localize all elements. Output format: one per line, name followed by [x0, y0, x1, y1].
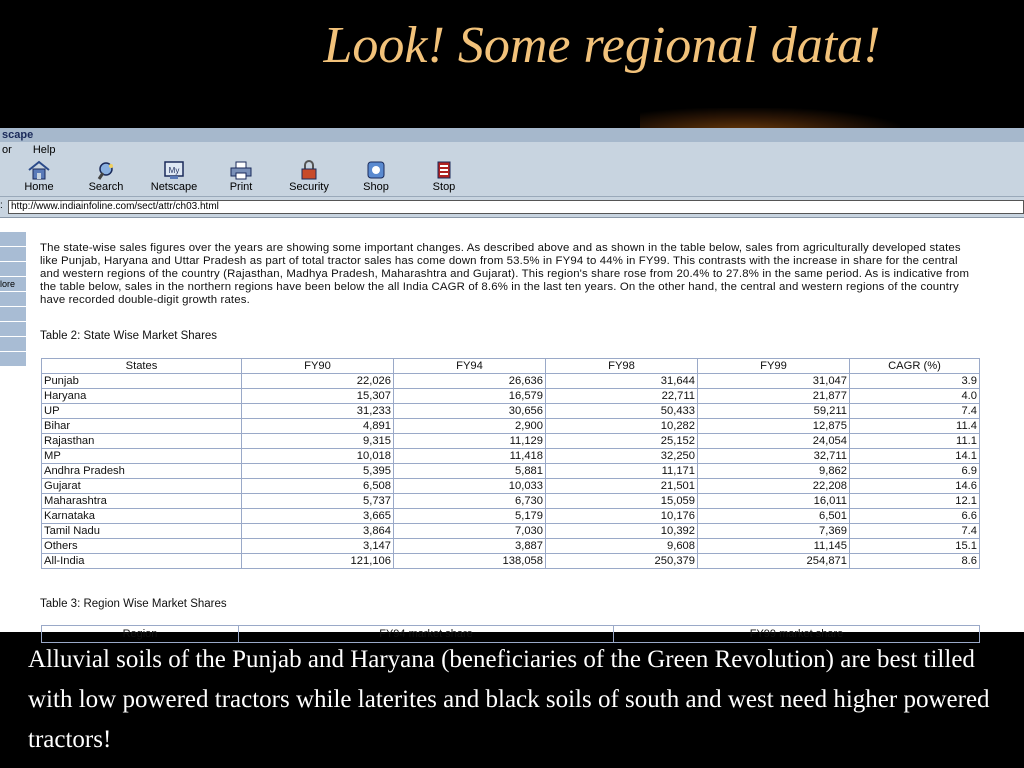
print-label: Print	[229, 181, 253, 193]
window-title: scape	[0, 128, 1024, 142]
page-sidebar	[0, 232, 26, 372]
sidebar-item[interactable]	[0, 352, 26, 367]
stop-button[interactable]	[414, 160, 474, 193]
stop-icon	[431, 160, 457, 180]
value-cell: 7.4	[850, 524, 980, 539]
table-row	[42, 449, 980, 464]
column-header: States	[42, 359, 242, 374]
value-cell: 2,900	[394, 419, 546, 434]
column-header: Region	[42, 626, 239, 643]
value-cell: 10,033	[394, 479, 546, 494]
value-cell: 3,665	[242, 509, 394, 524]
table-body	[42, 374, 980, 569]
home-label: Home	[24, 181, 54, 193]
netscape-icon	[161, 160, 187, 180]
value-cell: 30,656	[394, 404, 546, 419]
table3-caption: Table 3: Region Wise Market Shares	[40, 598, 227, 610]
slide-caption: Alluvial soils of the Punjab and Haryana (beneficiaries of the Green Revolution) are best tilled with low powered tractors while laterites and black soils of south and west need higher powered tractors!	[28, 646, 990, 753]
value-cell: 15.1	[850, 539, 980, 554]
value-cell: 10,392	[546, 524, 698, 539]
value-cell: 7,369	[698, 524, 850, 539]
table-row	[42, 404, 980, 419]
value-cell: 50,433	[546, 404, 698, 419]
state-name-cell: MP	[42, 449, 242, 464]
column-header: FY94	[394, 359, 546, 374]
value-cell: 26,636	[394, 374, 546, 389]
value-cell: 14.6	[850, 479, 980, 494]
state-name-cell: Gujarat	[42, 479, 242, 494]
value-cell: 5,881	[394, 464, 546, 479]
value-cell: 10,018	[242, 449, 394, 464]
sidebar-item[interactable]	[0, 307, 26, 322]
value-cell: 9,315	[242, 434, 394, 449]
value-cell: 250,379	[546, 554, 698, 569]
value-cell: 14.1	[850, 449, 980, 464]
url-field[interactable]: http://www.indiainfoline.com/sect/attr/ch03.html	[8, 200, 1024, 214]
value-cell: 11,171	[546, 464, 698, 479]
location-bar	[0, 197, 1024, 218]
value-cell: 6.6	[850, 509, 980, 524]
table-row	[42, 494, 980, 509]
value-cell: 7.4	[850, 404, 980, 419]
state-name-cell: Haryana	[42, 389, 242, 404]
print-button[interactable]	[211, 160, 271, 193]
table-row	[42, 509, 980, 524]
value-cell: 12.1	[850, 494, 980, 509]
value-cell: 59,211	[698, 404, 850, 419]
browser-screenshot	[0, 128, 1024, 640]
shop-label: Shop	[363, 181, 389, 193]
value-cell: 11,145	[698, 539, 850, 554]
value-cell: 10,176	[546, 509, 698, 524]
value-cell: 21,501	[546, 479, 698, 494]
value-cell: 6.9	[850, 464, 980, 479]
value-cell: 5,737	[242, 494, 394, 509]
shop-icon	[363, 160, 389, 180]
value-cell: 15,059	[546, 494, 698, 509]
value-cell: 31,047	[698, 374, 850, 389]
value-cell: 25,152	[546, 434, 698, 449]
shop-button[interactable]	[346, 160, 406, 193]
value-cell: 9,862	[698, 464, 850, 479]
value-cell: 22,711	[546, 389, 698, 404]
state-name-cell: Maharashtra	[42, 494, 242, 509]
state-name-cell: Tamil Nadu	[42, 524, 242, 539]
state-name-cell: UP	[42, 404, 242, 419]
value-cell: 4.0	[850, 389, 980, 404]
column-header: FY94 market share	[239, 626, 614, 643]
table-row	[42, 389, 980, 404]
state-name-cell: Punjab	[42, 374, 242, 389]
netscape-label: Netscape	[150, 181, 198, 193]
state-name-cell: Bihar	[42, 419, 242, 434]
value-cell: 11,129	[394, 434, 546, 449]
table2-caption: Table 2: State Wise Market Shares	[40, 330, 218, 342]
value-cell: 22,026	[242, 374, 394, 389]
value-cell: 32,250	[546, 449, 698, 464]
table-row	[42, 524, 980, 539]
value-cell: 16,011	[698, 494, 850, 509]
value-cell: 16,579	[394, 389, 546, 404]
value-cell: 24,054	[698, 434, 850, 449]
home-icon	[26, 160, 52, 180]
sidebar-item[interactable]	[0, 322, 26, 337]
state-name-cell: Andhra Pradesh	[42, 464, 242, 479]
sidebar-item[interactable]	[0, 247, 26, 262]
table-row	[42, 419, 980, 434]
value-cell: 4,891	[242, 419, 394, 434]
sidebar-item-more[interactable]: lore	[0, 277, 26, 292]
value-cell: 5,395	[242, 464, 394, 479]
svg-text:My: My	[168, 166, 180, 175]
value-cell: 138,058	[394, 554, 546, 569]
search-label: Search	[88, 181, 124, 193]
value-cell: 21,877	[698, 389, 850, 404]
value-cell: 11,418	[394, 449, 546, 464]
column-header: CAGR (%)	[850, 359, 980, 374]
menu-item-help[interactable]: Help	[32, 144, 56, 156]
search-button[interactable]	[76, 160, 136, 193]
value-cell: 15,307	[242, 389, 394, 404]
value-cell: 12,875	[698, 419, 850, 434]
article-paragraph: The state-wise sales figures over the years are showing some important changes. As described above and as shown in the table below, sales from agriculturally developed states like Punjab, Haryana and Uttar Pradesh as part of total tractor sales has come down from 53.5% in FY94 to 44% in FY99. This contrasts with the increase in share for the central and western regions of the country (Rajasthan, Madhya Pradesh, Maharashtra and Gujarat). This region's share rose from 20.4% to 27.8% in the same period. As is indicative from the table below, sales in the northern regions have been below the all India CAGR of 8.6% in the last ten years. On the other hand, the central and western regions of the country have recorded double-digit growth rates.	[40, 242, 970, 306]
value-cell: 31,644	[546, 374, 698, 389]
value-cell: 254,871	[698, 554, 850, 569]
value-cell: 121,106	[242, 554, 394, 569]
column-header: FY98	[546, 359, 698, 374]
table-row	[42, 464, 980, 479]
value-cell: 3.9	[850, 374, 980, 389]
web-page-content	[0, 232, 1024, 640]
table-row	[42, 479, 980, 494]
value-cell: 8.6	[850, 554, 980, 569]
value-cell: 6,501	[698, 509, 850, 524]
menu-bar	[0, 142, 1024, 158]
state-name-cell: Rajasthan	[42, 434, 242, 449]
table-row	[42, 554, 980, 569]
table-header-row	[42, 359, 980, 374]
value-cell: 10,282	[546, 419, 698, 434]
value-cell: 7,030	[394, 524, 546, 539]
state-name-cell: All-India	[42, 554, 242, 569]
state-market-share-table	[41, 358, 980, 569]
value-cell: 6,730	[394, 494, 546, 509]
value-cell: 22,208	[698, 479, 850, 494]
table-row	[42, 434, 980, 449]
sidebar-item[interactable]	[0, 337, 26, 352]
value-cell: 3,887	[394, 539, 546, 554]
sidebar-item[interactable]	[0, 292, 26, 307]
menu-item-edit[interactable]: or	[2, 144, 12, 156]
security-button[interactable]	[279, 160, 339, 193]
value-cell: 11.4	[850, 419, 980, 434]
value-cell: 11.1	[850, 434, 980, 449]
home-button[interactable]	[9, 160, 69, 193]
netscape-button[interactable]	[144, 160, 204, 193]
value-cell: 3,864	[242, 524, 394, 539]
navigation-toolbar	[0, 158, 1024, 197]
stop-label: Stop	[432, 181, 456, 193]
sidebar-item[interactable]	[0, 262, 26, 277]
value-cell: 31,233	[242, 404, 394, 419]
value-cell: 6,508	[242, 479, 394, 494]
column-header: FY99	[698, 359, 850, 374]
slide-title: Look! Some regional data!	[323, 17, 881, 74]
state-name-cell: Others	[42, 539, 242, 554]
sidebar-item[interactable]	[0, 232, 26, 247]
location-label: :	[0, 200, 3, 211]
value-cell: 5,179	[394, 509, 546, 524]
state-name-cell: Karnataka	[42, 509, 242, 524]
value-cell: 9,608	[546, 539, 698, 554]
value-cell: 3,147	[242, 539, 394, 554]
security-label: Security	[289, 181, 329, 193]
column-header: FY99 market share	[614, 626, 980, 643]
print-icon	[228, 160, 254, 180]
search-icon	[93, 160, 119, 180]
table-row	[42, 374, 980, 389]
table-row	[42, 539, 980, 554]
column-header: FY90	[242, 359, 394, 374]
security-icon	[296, 160, 322, 180]
value-cell: 32,711	[698, 449, 850, 464]
